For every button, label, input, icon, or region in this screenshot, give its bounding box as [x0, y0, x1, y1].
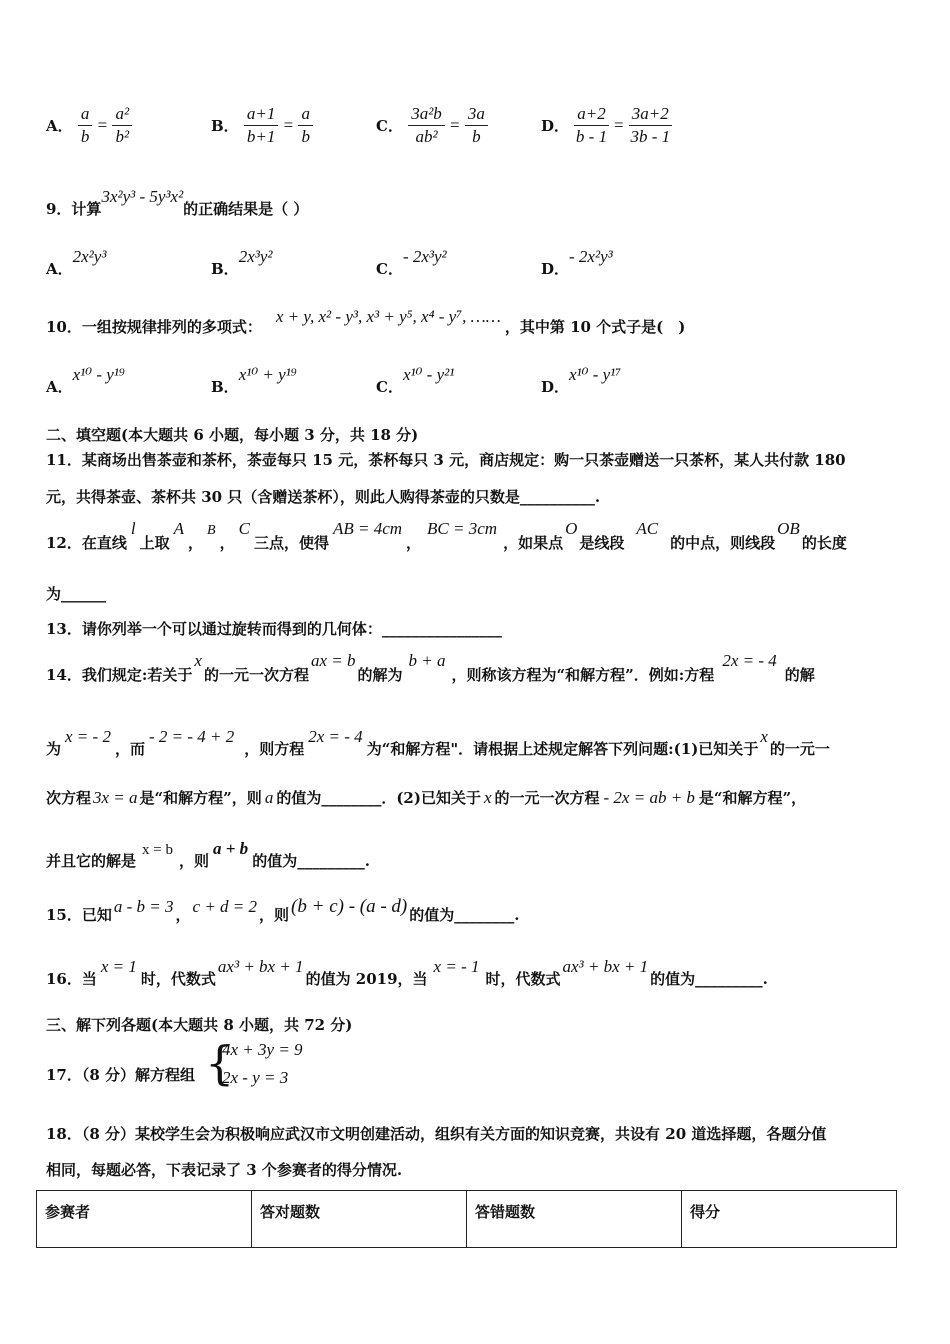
fraction: $\frac{a}{b}$: [78, 104, 93, 147]
q13: 13．请你列举一个可以通过旋转而得到的几何体：________________: [46, 620, 502, 638]
q17-label: 17．（8 分）解方程组: [46, 1066, 196, 1084]
section-heading-fill-in: 二、填空题(本大题共 6 小题，每小题 3 分，共 18 分): [46, 426, 419, 444]
option-label: D．: [541, 117, 570, 135]
fraction: $\frac{3a+2}{3b - 1}$: [630, 104, 671, 146]
q11-line1: 11．某商场出售茶壶和茶杯，茶壶每只 15 元，茶杯每只 3 元，商店规定：购一只茶壶赠送一只茶杯，某人共付款 180: [46, 451, 846, 469]
q9-option-a: A．2x²y³: [46, 247, 107, 278]
q12-line1: 12．在直线l上取A，B，C三点，使得AB = 4cm，BC = 3cm，如果点O是线段AC的中点，则线段OB的长度: [46, 519, 847, 552]
fraction: $\frac{a+2}{b - 1}$: [575, 104, 608, 146]
q10-option-c: C．x¹⁰ - y²¹: [376, 365, 455, 396]
q9-option-d: D．- 2x²y³: [541, 247, 613, 278]
q14-line1: 14．我们规定:若关于x的一元一次方程ax = b的解为b + a，则称该方程为“和解方程”．例如:方程2x = - 4的解: [46, 651, 815, 684]
option-label: A．: [46, 117, 73, 135]
score-table: [36, 1190, 897, 1248]
q10-option-b: B．x¹⁰ + y¹⁹: [211, 365, 297, 396]
q14-line2: 为x = - 2，而- 2 = - 4 + 2，则方程2x = - 4为“和解方程"．请根据上述规定解答下列问题:(1)已知关于x的一元一: [46, 727, 830, 758]
fraction: $\frac{a}{b}$: [298, 104, 313, 147]
equation-1: 4x + 3y = 9: [222, 1040, 303, 1059]
math-expression: x + y, x² - y³, x³ + y⁵, x⁴ - y⁷, ……: [275, 307, 501, 326]
q8-option-d: D． $\frac{a+2}{b - 1}$ = $\frac{3a+2}{3b - 1}$: [541, 104, 671, 146]
q8-option-a: A． $\frac{a}{b}$ = $\frac{\text{a²}}{\text{b²}}$: [46, 104, 132, 147]
left-brace: {: [205, 1036, 235, 1090]
option-label: C．: [376, 117, 403, 135]
fraction: $\frac{\text{a²}}{\text{b²}}$: [112, 104, 132, 147]
q14-line4: 并且它的解是x = b，则a + b的值为_________.: [46, 839, 370, 870]
q14-line3: 次方程 3x = a 是“和解方程”，则 a 的值为________．(2)已知关于 x 的一元一次方程 - 2x = ab + b 是“和解方程”，: [46, 788, 807, 807]
table-header-cell: 得分: [682, 1191, 897, 1248]
q10-option-d: D．x¹⁰ - y¹⁷: [541, 365, 622, 396]
fraction: $\frac{\text{3a²b}}{\text{ab²}}$: [408, 104, 445, 147]
q9-option-b: B．2x³y²: [211, 247, 273, 278]
section-heading-solve: 三、解下列各题(本大题共 8 小题，共 72 分): [46, 1016, 353, 1034]
fraction: $\frac{3a}{b}$: [465, 104, 488, 147]
q8-option-c: C． $\frac{\text{3a²b}}{\text{ab²}}$ = $\frac{3a}{b}$: [376, 104, 488, 147]
q18-line1: 18．（8 分）某校学生会为积极响应武汉市文明创建活动，组织有关方面的知识竞赛，共设有 20 道选择题，各题分值: [46, 1125, 827, 1143]
equation-2: 2x - y = 3: [222, 1068, 289, 1087]
q15: 15．已知 a - b = 3 ， c + d = 2 ，则 (b + c) - (a - d) 的值为________.: [46, 896, 520, 924]
q18-line2: 相同，每题必答，下表记录了 3 个参赛者的得分情况.: [46, 1161, 403, 1179]
table-header-row: [37, 1191, 897, 1248]
q10-stem: 10．一组按规律排列的多项式：x + y, x² - y³, x³ + y⁵, x⁴ - y⁷, ……，其中第 10 个式子是( ): [46, 307, 686, 336]
table-header-cell: 答错题数: [467, 1191, 682, 1248]
q11-line2: 元，共得茶壶、茶杯共 30 只（含赠送茶杯），则此人购得茶壶的只数是__________.: [46, 488, 601, 506]
table-header-cell: 答对题数: [252, 1191, 467, 1248]
fraction: $\frac{a+1}{b+1}$: [244, 104, 278, 147]
q9-option-c: C．- 2x³y²: [376, 247, 447, 278]
option-label: B．: [211, 117, 239, 135]
table-header-cell: 参赛者: [37, 1191, 252, 1248]
q10-option-a: A．x¹⁰ - y¹⁹: [46, 365, 125, 396]
q9-stem: 9．计算3x²y³ - 5y³x²的正确结果是（ ）: [46, 187, 309, 218]
q8-option-b: B． $\frac{a+1}{b+1}$ = $\frac{a}{b}$: [211, 104, 313, 147]
q16: 16．当x = 1时，代数式ax³ + bx + 1的值为 2019，当x = - 1时，代数式ax³ + bx + 1的值为_________.: [46, 957, 768, 988]
math-expression: 3x²y³ - 5y³x²: [101, 187, 184, 206]
q12-line2: 为______: [46, 585, 107, 603]
